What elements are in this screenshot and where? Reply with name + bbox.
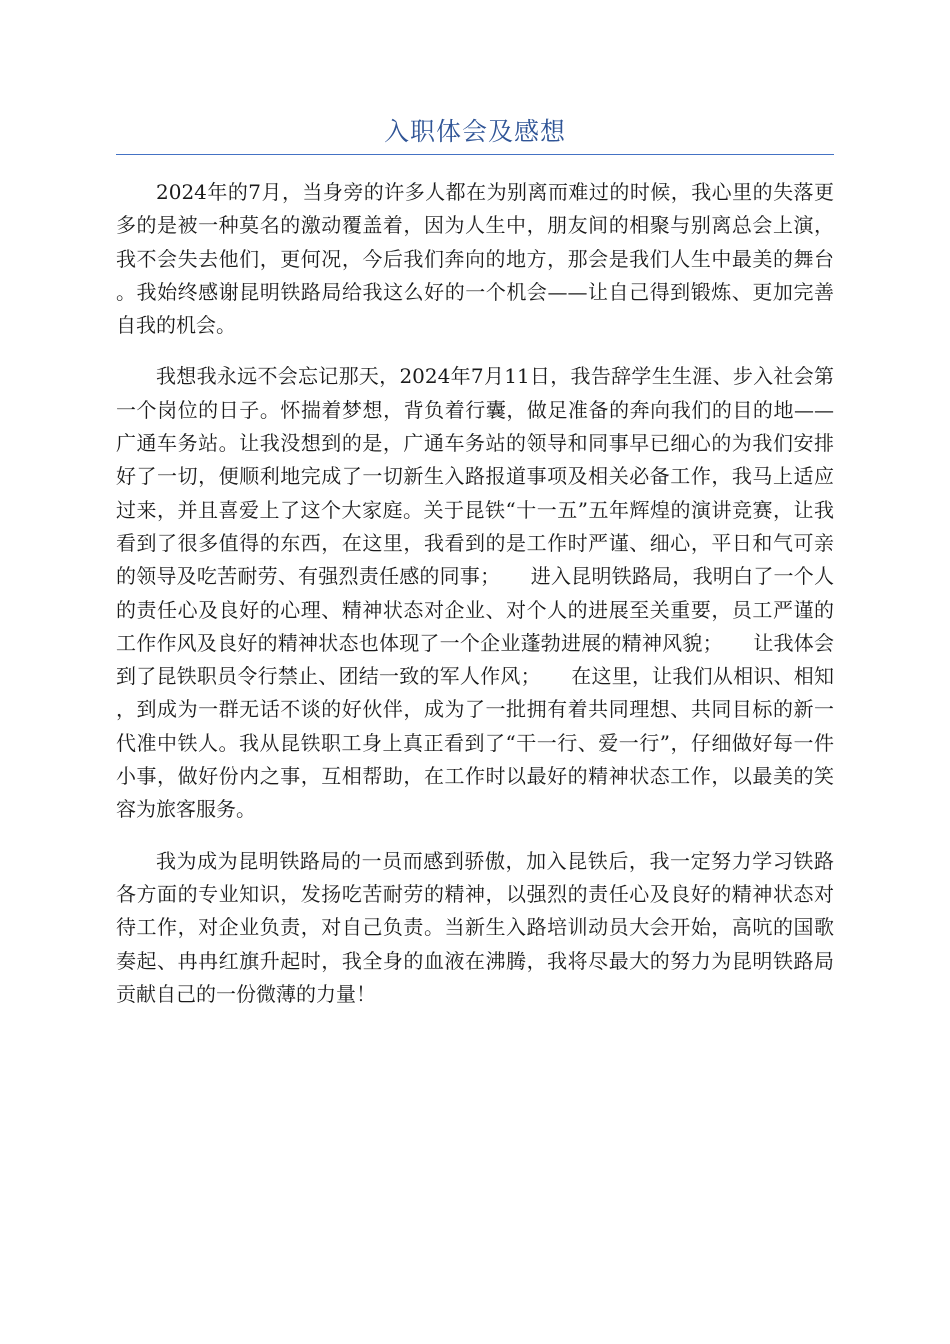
paragraph-2: 我想我永远不会忘记那天，2024年7月11日，我告辞学生生涯、步入社会第一个岗位的日子。怀揣着梦想，背负着行囊，做足准备的奔向我们的目的地——广通车务站。让我没想到的是，广通车务站的领导和同事早已细心的为我们安排好了一切，便顺利地完成了一切新生入路报道事项及相关必备工作，我马上适应过来，并且喜爱上了这个大家庭。关于昆铁“十一五”五年辉煌的演讲竞赛，让我看到了很多值得的东西，在这里，我看到的是工作时严谨、细心，平日和气可亲的领导及吃苦耐劳、有强烈责任感的同事； 进入昆明铁路局，我明白了一个人的责任心及良好的心理、精神状态对企业、对个人的进展至关重要，员工严谨的工作作风及良好的精神状态也体现了一个企业蓬勃进展的精神风貌； 让我体会到了昆铁职员令行禁止、团结一致的军人作风； 在这里，让我们从相识、相知，到成为一群无话不谈的好伙伴，成为了一批拥有着共同理想、共同目标的新一代准中铁人。我从昆铁职工身上真正看到了“干一行、爱一行”，仔细做好每一件小事，做好份内之事，互相帮助，在工作时以最好的精神状态工作，以最美的笑容为旅客服务。 [116, 364, 834, 822]
paragraph-1: 2024年的7月，当身旁的许多人都在为别离而难过的时候，我心里的失落更多的是被一种莫名的激动覆盖着，因为人生中，朋友间的相聚与别离总会上演，我不会失去他们，更何况，今后我们奔向的地方，那会是我们人生中最美的舞台。我始终感谢昆明铁路局给我这么好的一个机会——让自己得到锻炼、更加完善自我的机会。 [116, 180, 834, 338]
paragraph-3: 我为成为昆明铁路局的一员而感到骄傲，加入昆铁后，我一定努力学习铁路各方面的专业知识，发扬吃苦耐劳的精神，以强烈的责任心及良好的精神状态对待工作，对企业负责，对自己负责。当新生入路培训动员大会开始，高吭的国歌奏起、冉冉红旗升起时，我全身的血液在沸腾，我将尽最大的努力为昆明铁路局贡献自己的一份微薄的力量！ [116, 848, 834, 1006]
page-title: 入职体会及感想 [383, 117, 566, 146]
title-underline [116, 154, 834, 155]
document-body [116, 176, 834, 1029]
